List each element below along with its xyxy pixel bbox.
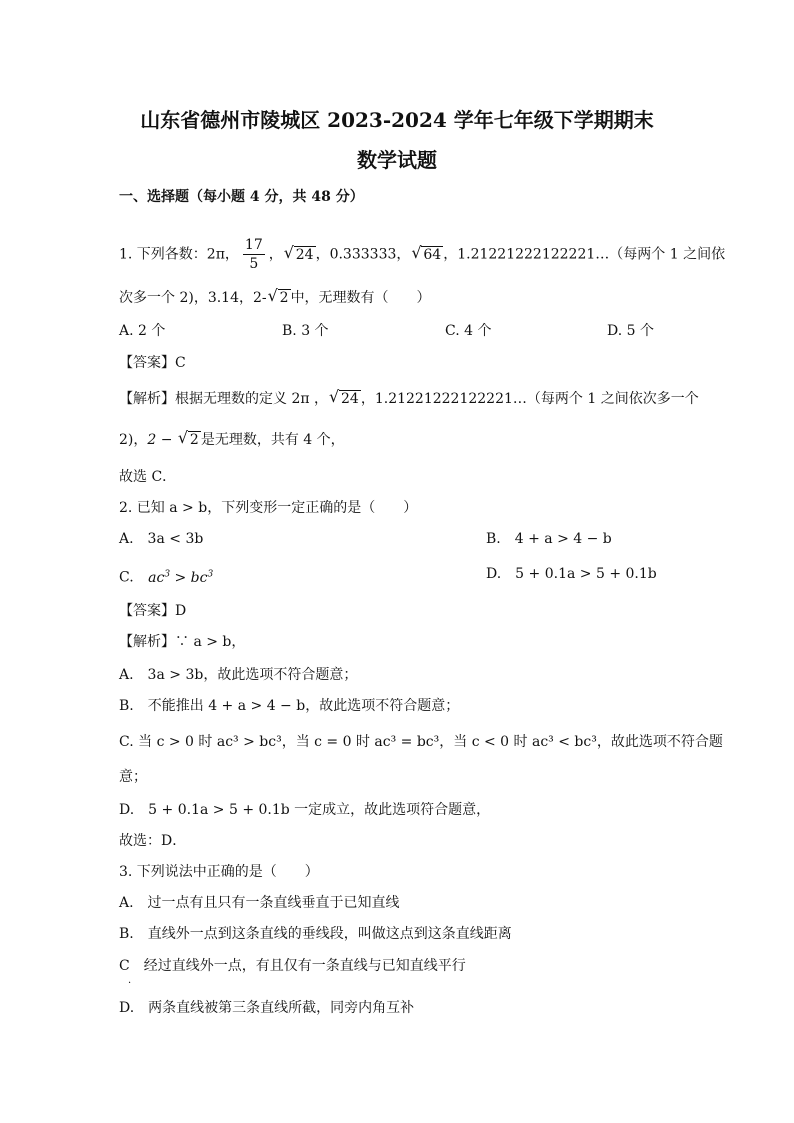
q1-option-b: B. 3 个 (282, 323, 329, 339)
q1-stem-line2 (119, 289, 431, 307)
q3-option-d: D. 两条直线被第三条直线所截，同旁内角互补 (119, 1000, 415, 1016)
q1-analysis-expr: 2 − (147, 432, 177, 448)
q1-stem-line1 (119, 236, 725, 273)
q1-analysis-sqrt-24 (330, 390, 361, 408)
q1-option-d: D. 5 个 (607, 323, 654, 339)
q2-option-d: D. 5 + 0.1a > 5 + 0.1b (486, 566, 657, 582)
q2-option-a: A. 3a < 3b (119, 531, 204, 547)
q1-analysis-line2 (119, 431, 345, 449)
q2-analysis: 【解析】∵ a > b， (119, 634, 246, 650)
q3-option-c: C 经过直线外一点，有且仅有一条直线与已知直线平行 (119, 958, 466, 974)
q2-analysis-c-cont: 意； (119, 769, 147, 785)
q2-stem: 2. 已知 a > b，下列变形一定正确的是（ ） (119, 500, 418, 516)
q3-stem: 3. 下列说法中正确的是（ ） (119, 864, 319, 880)
q1-analysis-sqrt-value: 24 (341, 391, 359, 407)
q1-expr: 2- (253, 290, 267, 306)
q1-mid: ，0.333333， (315, 246, 411, 263)
q1-sqrt3-value: 2 (279, 290, 289, 306)
q1-analysis-sqrt-2 (179, 431, 201, 449)
q1-frac-num: 17 (244, 237, 263, 253)
q1-answer: 【答案】C (119, 355, 186, 371)
q2-option-c-lhs: ac (148, 569, 165, 586)
q1-sqrt2-value: 64 (423, 246, 442, 263)
q1-sep: ， (268, 246, 283, 263)
q1-sqrt1-value: 24 (295, 246, 314, 263)
q2-conclusion: 故选：D． (119, 833, 187, 849)
q2-option-c (119, 565, 213, 587)
q1-line2-prefix: 次多一个 2)，3.14， (119, 290, 253, 306)
q2-analysis-b: B. 不能推出 4 + a > 4 − b，故此选项不符合题意； (119, 698, 460, 714)
q2-option-b: B. 4 + a > 4 − b (486, 531, 612, 547)
q2-option-c-label: C. (119, 569, 134, 586)
q1-frac-den: 5 (249, 256, 259, 272)
q1-analysis-sqrt2-value: 2 (189, 432, 199, 448)
q1-option-a: A. 2 个 (119, 323, 166, 339)
q2-option-c-expr: $ac^3 > bc^3$ (148, 569, 214, 586)
q1-prefix: 1. 下列各数：2π， (119, 246, 239, 263)
q1-analysis-tail: ，1.21221222122221…（每两个 1 之间依次多一个 (360, 391, 699, 407)
q1-tail: ，1.21221222122221…（每两个 1 之间依 (443, 246, 726, 263)
q1-fraction (243, 236, 265, 273)
q3-option-b: B. 直线外一点到这条直线的垂线段，叫做这点到这条直线距离 (119, 926, 512, 942)
q3-option-a: A. 过一点有且只有一条直线垂直于已知直线 (119, 895, 400, 911)
q1-option-c: C. 4 个 (445, 323, 492, 339)
q2-analysis-d: D. 5 + 0.1a > 5 + 0.1b 一定成立，故此选项符合题意， (119, 802, 491, 818)
q2-option-c-rhs: > bc (170, 569, 208, 586)
q2-answer: 【答案】D (119, 603, 187, 619)
q2-analysis-c: C. 当 c > 0 时 ac³ > bc³，当 c = 0 时 ac³ = bc³，当 c < 0 时 ac³ < bc³，故此选项不符合题 (119, 734, 723, 750)
q1-conclusion: 故选 C． (119, 469, 177, 485)
q1-analysis-line2-prefix: 2)， (119, 432, 148, 448)
q1-sqrt-2 (269, 289, 291, 307)
section-heading: 一、选择题（每小题 4 分，共 48 分） (119, 189, 364, 205)
q1-sqrt-24 (285, 246, 316, 264)
q1-analysis-prefix: 【解析】根据无理数的定义 2π ， (119, 391, 329, 407)
q2-analysis-a: A. 3a > 3b，故此选项不符合题意； (119, 667, 358, 683)
title-line-1: 山东省德州市陵城区 2023-2024 学年七年级下学期期末 (140, 108, 654, 132)
stray-dot: · (128, 978, 132, 989)
q1-line2-tail: 中，无理数有（ ） (290, 290, 431, 306)
q1-analysis-line2-tail: 是无理数，共有 4 个， (200, 432, 345, 448)
title-line-2: 数学试题 (357, 148, 437, 172)
q1-analysis-line1 (119, 390, 699, 408)
q1-sqrt-64 (412, 246, 443, 264)
